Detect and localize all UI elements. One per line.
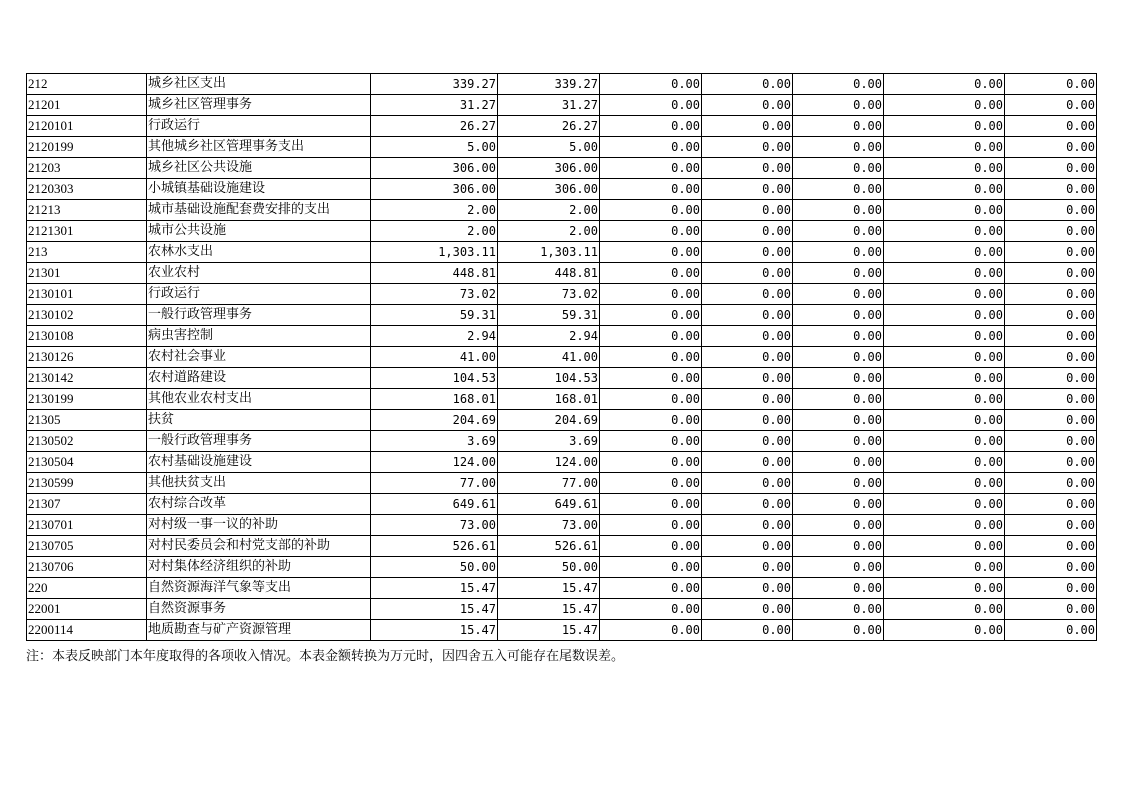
amount-cell: 15.47 xyxy=(498,578,600,599)
amount-cell: 41.00 xyxy=(498,347,600,368)
amount-cell: 0.00 xyxy=(1005,410,1097,431)
subject-name-cell: 农村社会事业 xyxy=(147,347,371,368)
amount-cell: 339.27 xyxy=(371,74,498,95)
amount-cell: 15.47 xyxy=(371,599,498,620)
amount-cell: 0.00 xyxy=(793,578,884,599)
subject-code-cell: 21307 xyxy=(27,494,147,515)
amount-cell: 0.00 xyxy=(1005,368,1097,389)
table-row xyxy=(27,452,1097,473)
amount-cell: 0.00 xyxy=(702,221,793,242)
table-row xyxy=(27,431,1097,452)
amount-cell: 50.00 xyxy=(498,557,600,578)
subject-name-cell: 行政运行 xyxy=(147,284,371,305)
amount-cell: 0.00 xyxy=(702,389,793,410)
amount-cell: 15.47 xyxy=(371,578,498,599)
amount-cell: 0.00 xyxy=(600,452,702,473)
table-row xyxy=(27,116,1097,137)
amount-cell: 0.00 xyxy=(793,305,884,326)
amount-cell: 0.00 xyxy=(1005,95,1097,116)
amount-cell: 0.00 xyxy=(600,515,702,536)
amount-cell: 204.69 xyxy=(498,410,600,431)
amount-cell: 104.53 xyxy=(371,368,498,389)
amount-cell: 0.00 xyxy=(793,368,884,389)
subject-name-cell: 城市基础设施配套费安排的支出 xyxy=(147,200,371,221)
amount-cell: 0.00 xyxy=(702,116,793,137)
amount-cell: 0.00 xyxy=(793,620,884,641)
amount-cell: 168.01 xyxy=(371,389,498,410)
table-body xyxy=(27,74,1097,641)
subject-code-cell: 2121301 xyxy=(27,221,147,242)
amount-cell: 0.00 xyxy=(702,200,793,221)
amount-cell: 0.00 xyxy=(793,431,884,452)
amount-cell: 104.53 xyxy=(498,368,600,389)
amount-cell: 41.00 xyxy=(371,347,498,368)
amount-cell: 0.00 xyxy=(600,116,702,137)
amount-cell: 73.00 xyxy=(498,515,600,536)
amount-cell: 2.00 xyxy=(498,200,600,221)
amount-cell: 0.00 xyxy=(600,410,702,431)
amount-cell: 0.00 xyxy=(1005,116,1097,137)
subject-code-cell: 2130199 xyxy=(27,389,147,410)
amount-cell: 2.00 xyxy=(371,221,498,242)
amount-cell: 15.47 xyxy=(498,620,600,641)
subject-name-cell: 一般行政管理事务 xyxy=(147,305,371,326)
amount-cell: 339.27 xyxy=(498,74,600,95)
amount-cell: 0.00 xyxy=(1005,137,1097,158)
table-row xyxy=(27,515,1097,536)
amount-cell: 3.69 xyxy=(371,431,498,452)
amount-cell: 0.00 xyxy=(600,221,702,242)
amount-cell: 5.00 xyxy=(371,137,498,158)
subject-code-cell: 2130126 xyxy=(27,347,147,368)
subject-name-cell: 扶贫 xyxy=(147,410,371,431)
amount-cell: 0.00 xyxy=(1005,263,1097,284)
table-row xyxy=(27,179,1097,200)
amount-cell: 0.00 xyxy=(702,578,793,599)
amount-cell: 0.00 xyxy=(793,179,884,200)
amount-cell: 0.00 xyxy=(600,179,702,200)
amount-cell: 0.00 xyxy=(1005,284,1097,305)
table-row xyxy=(27,221,1097,242)
subject-code-cell: 2130142 xyxy=(27,368,147,389)
amount-cell: 0.00 xyxy=(884,326,1005,347)
amount-cell: 526.61 xyxy=(371,536,498,557)
amount-cell: 448.81 xyxy=(371,263,498,284)
amount-cell: 0.00 xyxy=(793,137,884,158)
amount-cell: 0.00 xyxy=(884,242,1005,263)
table-row xyxy=(27,263,1097,284)
amount-cell: 0.00 xyxy=(1005,536,1097,557)
amount-cell: 0.00 xyxy=(702,452,793,473)
amount-cell: 0.00 xyxy=(702,620,793,641)
subject-name-cell: 小城镇基础设施建设 xyxy=(147,179,371,200)
income-table-container xyxy=(26,73,1097,641)
amount-cell: 0.00 xyxy=(1005,452,1097,473)
amount-cell: 0.00 xyxy=(600,137,702,158)
table-row xyxy=(27,578,1097,599)
amount-cell: 0.00 xyxy=(884,95,1005,116)
amount-cell: 0.00 xyxy=(600,494,702,515)
amount-cell: 0.00 xyxy=(884,158,1005,179)
subject-name-cell: 行政运行 xyxy=(147,116,371,137)
amount-cell: 0.00 xyxy=(793,347,884,368)
amount-cell: 0.00 xyxy=(702,326,793,347)
amount-cell: 448.81 xyxy=(498,263,600,284)
amount-cell: 26.27 xyxy=(371,116,498,137)
amount-cell: 0.00 xyxy=(1005,431,1097,452)
amount-cell: 2.94 xyxy=(371,326,498,347)
subject-name-cell: 一般行政管理事务 xyxy=(147,431,371,452)
amount-cell: 0.00 xyxy=(600,347,702,368)
amount-cell: 0.00 xyxy=(600,473,702,494)
amount-cell: 0.00 xyxy=(793,599,884,620)
amount-cell: 649.61 xyxy=(371,494,498,515)
subject-code-cell: 2200114 xyxy=(27,620,147,641)
amount-cell: 0.00 xyxy=(793,410,884,431)
amount-cell: 0.00 xyxy=(600,389,702,410)
amount-cell: 0.00 xyxy=(884,200,1005,221)
table-row xyxy=(27,305,1097,326)
amount-cell: 73.02 xyxy=(371,284,498,305)
amount-cell: 0.00 xyxy=(600,95,702,116)
amount-cell: 0.00 xyxy=(702,95,793,116)
amount-cell: 649.61 xyxy=(498,494,600,515)
amount-cell: 526.61 xyxy=(498,536,600,557)
amount-cell: 0.00 xyxy=(884,137,1005,158)
amount-cell: 73.00 xyxy=(371,515,498,536)
subject-code-cell: 21213 xyxy=(27,200,147,221)
table-row xyxy=(27,200,1097,221)
amount-cell: 0.00 xyxy=(793,95,884,116)
amount-cell: 0.00 xyxy=(1005,200,1097,221)
subject-code-cell: 21201 xyxy=(27,95,147,116)
amount-cell: 0.00 xyxy=(702,431,793,452)
amount-cell: 0.00 xyxy=(702,179,793,200)
table-row xyxy=(27,326,1097,347)
amount-cell: 0.00 xyxy=(884,347,1005,368)
table-row xyxy=(27,494,1097,515)
subject-name-cell: 对村集体经济组织的补助 xyxy=(147,557,371,578)
amount-cell: 124.00 xyxy=(498,452,600,473)
subject-name-cell: 农林水支出 xyxy=(147,242,371,263)
amount-cell: 0.00 xyxy=(1005,599,1097,620)
subject-name-cell: 对村民委员会和村党支部的补助 xyxy=(147,536,371,557)
subject-name-cell: 农业农村 xyxy=(147,263,371,284)
table-footnote: 注：本表反映部门本年度取得的各项收入情况。本表金额转换为万元时，因四舍五入可能存在尾数误差。 xyxy=(26,649,625,664)
amount-cell: 0.00 xyxy=(884,221,1005,242)
amount-cell: 0.00 xyxy=(702,557,793,578)
subject-code-cell: 2130701 xyxy=(27,515,147,536)
table-row xyxy=(27,557,1097,578)
subject-code-cell: 21301 xyxy=(27,263,147,284)
table-row xyxy=(27,473,1097,494)
amount-cell: 15.47 xyxy=(498,599,600,620)
amount-cell: 0.00 xyxy=(600,263,702,284)
subject-code-cell: 213 xyxy=(27,242,147,263)
amount-cell: 0.00 xyxy=(1005,221,1097,242)
amount-cell: 3.69 xyxy=(498,431,600,452)
subject-code-cell: 2120199 xyxy=(27,137,147,158)
amount-cell: 0.00 xyxy=(793,494,884,515)
amount-cell: 0.00 xyxy=(793,536,884,557)
subject-name-cell: 农村道路建设 xyxy=(147,368,371,389)
amount-cell: 0.00 xyxy=(1005,242,1097,263)
amount-cell: 0.00 xyxy=(600,242,702,263)
table-row xyxy=(27,242,1097,263)
subject-code-cell: 2130108 xyxy=(27,326,147,347)
subject-code-cell: 2120101 xyxy=(27,116,147,137)
amount-cell: 31.27 xyxy=(371,95,498,116)
subject-name-cell: 城市公共设施 xyxy=(147,221,371,242)
amount-cell: 0.00 xyxy=(884,305,1005,326)
subject-name-cell: 农村基础设施建设 xyxy=(147,452,371,473)
amount-cell: 0.00 xyxy=(702,137,793,158)
amount-cell: 0.00 xyxy=(1005,347,1097,368)
table-row xyxy=(27,536,1097,557)
subject-name-cell: 其他农业农村支出 xyxy=(147,389,371,410)
amount-cell: 0.00 xyxy=(793,242,884,263)
table-row xyxy=(27,95,1097,116)
amount-cell: 0.00 xyxy=(702,515,793,536)
table-row xyxy=(27,158,1097,179)
subject-name-cell: 城乡社区管理事务 xyxy=(147,95,371,116)
subject-code-cell: 21305 xyxy=(27,410,147,431)
subject-name-cell: 病虫害控制 xyxy=(147,326,371,347)
subject-name-cell: 地质勘查与矿产资源管理 xyxy=(147,620,371,641)
amount-cell: 59.31 xyxy=(498,305,600,326)
amount-cell: 0.00 xyxy=(793,389,884,410)
amount-cell: 0.00 xyxy=(884,116,1005,137)
amount-cell: 306.00 xyxy=(498,158,600,179)
amount-cell: 0.00 xyxy=(884,515,1005,536)
subject-code-cell: 2120303 xyxy=(27,179,147,200)
amount-cell: 0.00 xyxy=(793,284,884,305)
amount-cell: 0.00 xyxy=(884,284,1005,305)
subject-code-cell: 2130504 xyxy=(27,452,147,473)
amount-cell: 0.00 xyxy=(600,326,702,347)
amount-cell: 0.00 xyxy=(702,599,793,620)
amount-cell: 0.00 xyxy=(702,410,793,431)
amount-cell: 0.00 xyxy=(793,74,884,95)
amount-cell: 0.00 xyxy=(600,536,702,557)
table-row xyxy=(27,74,1097,95)
amount-cell: 26.27 xyxy=(498,116,600,137)
amount-cell: 0.00 xyxy=(884,620,1005,641)
amount-cell: 0.00 xyxy=(600,599,702,620)
amount-cell: 0.00 xyxy=(884,179,1005,200)
amount-cell: 0.00 xyxy=(702,494,793,515)
amount-cell: 5.00 xyxy=(498,137,600,158)
amount-cell: 0.00 xyxy=(1005,326,1097,347)
amount-cell: 306.00 xyxy=(498,179,600,200)
amount-cell: 0.00 xyxy=(884,494,1005,515)
amount-cell: 0.00 xyxy=(1005,515,1097,536)
amount-cell: 0.00 xyxy=(1005,557,1097,578)
amount-cell: 124.00 xyxy=(371,452,498,473)
table-row xyxy=(27,284,1097,305)
amount-cell: 0.00 xyxy=(1005,620,1097,641)
subject-name-cell: 城乡社区公共设施 xyxy=(147,158,371,179)
amount-cell: 0.00 xyxy=(884,452,1005,473)
amount-cell: 0.00 xyxy=(702,284,793,305)
amount-cell: 0.00 xyxy=(884,536,1005,557)
subject-code-cell: 2130705 xyxy=(27,536,147,557)
amount-cell: 0.00 xyxy=(884,473,1005,494)
amount-cell: 31.27 xyxy=(498,95,600,116)
subject-name-cell: 自然资源海洋气象等支出 xyxy=(147,578,371,599)
amount-cell: 0.00 xyxy=(884,263,1005,284)
amount-cell: 0.00 xyxy=(793,116,884,137)
amount-cell: 306.00 xyxy=(371,158,498,179)
amount-cell: 0.00 xyxy=(702,536,793,557)
amount-cell: 0.00 xyxy=(884,557,1005,578)
amount-cell: 0.00 xyxy=(1005,494,1097,515)
subject-code-cell: 22001 xyxy=(27,599,147,620)
amount-cell: 0.00 xyxy=(793,326,884,347)
amount-cell: 0.00 xyxy=(600,305,702,326)
amount-cell: 0.00 xyxy=(1005,473,1097,494)
amount-cell: 0.00 xyxy=(600,578,702,599)
amount-cell: 168.01 xyxy=(498,389,600,410)
amount-cell: 73.02 xyxy=(498,284,600,305)
amount-cell: 0.00 xyxy=(793,515,884,536)
amount-cell: 0.00 xyxy=(884,599,1005,620)
subject-code-cell: 212 xyxy=(27,74,147,95)
amount-cell: 0.00 xyxy=(1005,389,1097,410)
subject-code-cell: 2130706 xyxy=(27,557,147,578)
amount-cell: 0.00 xyxy=(702,473,793,494)
subject-code-cell: 220 xyxy=(27,578,147,599)
amount-cell: 0.00 xyxy=(702,263,793,284)
amount-cell: 0.00 xyxy=(1005,158,1097,179)
amount-cell: 204.69 xyxy=(371,410,498,431)
amount-cell: 0.00 xyxy=(884,431,1005,452)
amount-cell: 0.00 xyxy=(702,347,793,368)
table-row xyxy=(27,599,1097,620)
amount-cell: 0.00 xyxy=(702,305,793,326)
amount-cell: 0.00 xyxy=(793,557,884,578)
amount-cell: 59.31 xyxy=(371,305,498,326)
table-row xyxy=(27,410,1097,431)
amount-cell: 15.47 xyxy=(371,620,498,641)
amount-cell: 0.00 xyxy=(702,158,793,179)
subject-name-cell: 对村级一事一议的补助 xyxy=(147,515,371,536)
subject-name-cell: 其他城乡社区管理事务支出 xyxy=(147,137,371,158)
amount-cell: 0.00 xyxy=(1005,305,1097,326)
amount-cell: 0.00 xyxy=(600,557,702,578)
subject-code-cell: 2130101 xyxy=(27,284,147,305)
table-row xyxy=(27,389,1097,410)
amount-cell: 0.00 xyxy=(702,368,793,389)
amount-cell: 0.00 xyxy=(884,368,1005,389)
amount-cell: 0.00 xyxy=(600,74,702,95)
amount-cell: 306.00 xyxy=(371,179,498,200)
amount-cell: 0.00 xyxy=(884,74,1005,95)
amount-cell: 0.00 xyxy=(884,578,1005,599)
subject-code-cell: 2130599 xyxy=(27,473,147,494)
subject-name-cell: 自然资源事务 xyxy=(147,599,371,620)
amount-cell: 0.00 xyxy=(793,200,884,221)
amount-cell: 50.00 xyxy=(371,557,498,578)
table-row xyxy=(27,368,1097,389)
amount-cell: 0.00 xyxy=(793,452,884,473)
amount-cell: 0.00 xyxy=(702,242,793,263)
subject-code-cell: 21203 xyxy=(27,158,147,179)
amount-cell: 1,303.11 xyxy=(498,242,600,263)
amount-cell: 0.00 xyxy=(702,74,793,95)
table-row xyxy=(27,137,1097,158)
amount-cell: 1,303.11 xyxy=(371,242,498,263)
amount-cell: 0.00 xyxy=(793,158,884,179)
amount-cell: 0.00 xyxy=(600,431,702,452)
amount-cell: 0.00 xyxy=(884,389,1005,410)
amount-cell: 0.00 xyxy=(1005,74,1097,95)
amount-cell: 0.00 xyxy=(600,620,702,641)
table-row xyxy=(27,620,1097,641)
amount-cell: 0.00 xyxy=(600,158,702,179)
subject-name-cell: 城乡社区支出 xyxy=(147,74,371,95)
table-row xyxy=(27,347,1097,368)
amount-cell: 0.00 xyxy=(600,368,702,389)
amount-cell: 0.00 xyxy=(793,473,884,494)
amount-cell: 2.94 xyxy=(498,326,600,347)
amount-cell: 0.00 xyxy=(600,284,702,305)
amount-cell: 0.00 xyxy=(1005,179,1097,200)
amount-cell: 0.00 xyxy=(884,410,1005,431)
amount-cell: 2.00 xyxy=(498,221,600,242)
subject-name-cell: 农村综合改革 xyxy=(147,494,371,515)
amount-cell: 0.00 xyxy=(1005,578,1097,599)
income-table xyxy=(26,73,1097,641)
amount-cell: 77.00 xyxy=(498,473,600,494)
amount-cell: 2.00 xyxy=(371,200,498,221)
amount-cell: 0.00 xyxy=(793,221,884,242)
amount-cell: 0.00 xyxy=(600,200,702,221)
subject-code-cell: 2130102 xyxy=(27,305,147,326)
subject-name-cell: 其他扶贫支出 xyxy=(147,473,371,494)
amount-cell: 0.00 xyxy=(793,263,884,284)
subject-code-cell: 2130502 xyxy=(27,431,147,452)
amount-cell: 77.00 xyxy=(371,473,498,494)
